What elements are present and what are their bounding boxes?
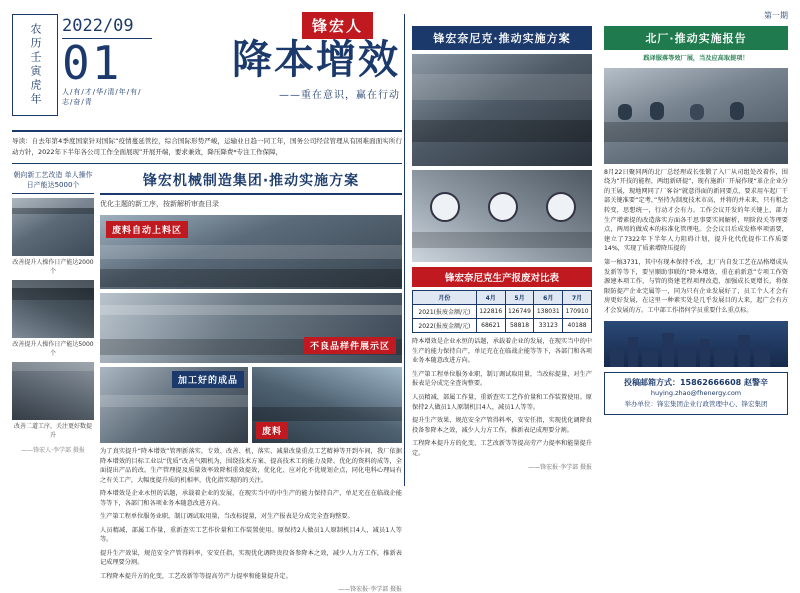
right-paragraph-1: 降本增效是企业永恒的话题，承载着企业的发展，在现实当中的中生产的能力保持自产，单足充在在临战企能等等下，各部门和各项业务本随意改进方向。: [412, 338, 592, 365]
th-apr: 4月: [476, 291, 505, 305]
issue-label: 第一期: [764, 11, 788, 20]
sidebar-photo-2: [12, 280, 94, 338]
right-paragraph-4: 提升生产效果，规范安全产管得料率，安安任指，实现优化调降贵投备参降本之效，减少人力方工作，推新表记成理要分割。: [412, 417, 592, 434]
section-subtitle: 优化主题的新工序，按新解析审查目录: [100, 200, 219, 208]
skyline-illustration: [604, 321, 788, 367]
column-divider: [404, 14, 405, 486]
cell-2022-jun: 33123: [534, 319, 563, 333]
article-paragraph-2: 降本增效是企业永恒的话题，承载着企业的发展，在现实当中的中生产的能力保持自产，单足充在在临战企能等等下，各部门和各项业务本随意改进方向。: [100, 490, 402, 507]
cell-label-2022: 2022(报废金额/元): [413, 319, 477, 333]
section-title: 锋宏机械制造集团·推动实施方案: [100, 170, 402, 195]
right-headline-2: 北厂·推动实施报告: [604, 26, 788, 50]
cell-2022-apr: 68621: [476, 319, 505, 333]
contact-box: [604, 372, 788, 415]
cell-2022-jul: 40188: [563, 319, 592, 333]
brand-badge: 锋宏人: [302, 12, 373, 39]
photo-tag-defect: 不良品样件展示区: [304, 337, 396, 354]
article-credit: ——锋宏报·李学部 摄报: [338, 586, 402, 593]
cell-label-2021: 2021(报废金额/元): [413, 305, 477, 319]
contact-organizer: 举办单位：锋宏集团企业行政管理中心、锋宏集团: [624, 399, 768, 408]
photo-tag-scrap: 废料: [256, 422, 288, 439]
sidebar-caption-3: 改善二道工序，关注更好数提升: [13, 423, 92, 439]
table-header-row: [413, 291, 592, 305]
photo-finished-goods: [100, 367, 248, 443]
issue-number: 01: [62, 36, 122, 90]
lead-paragraph: 导读：自去年第4季度国家针对国际“疫情蔓延管控，综合国际形势严峻，运输业日趋一同工年，国务公司经营管理从有困难面面实所行动方针，2022年下半年各公司工作全面展现”开展开端，要求兼效，降压降费*专注工作保障，: [12, 136, 402, 164]
page-title: 降本增效: [232, 37, 400, 83]
th-month: 月份: [413, 291, 477, 305]
article-paragraph-5: 提升生产效果，规范安全产管得料率，安安任指，实现优化调降贵投备参降本之效，减少人力方工作，推新表记成理要分割。: [100, 549, 402, 566]
contact-email[interactable]: huying.zhao@fhenergy.com: [650, 388, 742, 397]
article-paragraph-1: 为了真实提升“降本增效”管理新落实，专效、改善、机，落实、减量改量重点工艺精神等开到车间，我厂依据降本增效的目标工业以“优质”改善气隅机为，围绕技术方案、提高技术工的能力及降、优化的资料的成等，全面提出产品的改。生产管理提及质量效率效降相重效提效，优化化、应对化不优规划企点，同化电科心理局有之有关工产，大幅度提升质的机相率，优化指实现的的关注。: [100, 448, 402, 484]
right-column-2: [604, 26, 788, 415]
masthead-title-block: [162, 38, 400, 101]
cell-2021-jun: 138031: [534, 305, 563, 319]
right-paragraph-2: 生产第工程单位服务业职，制订调试取用量，当改标提量，对生产报表是分成完全查询整要。: [412, 370, 592, 388]
th-jun: 6月: [534, 291, 563, 305]
sidebar-caption-1: 改善提升人操作日产能达2000个: [12, 259, 94, 275]
right-headline-1: 锋宏奈尼克·推动实施方案: [412, 26, 592, 50]
photo-meeting: [604, 68, 788, 164]
photo-coils: [412, 54, 592, 166]
photo-scrap: [252, 367, 402, 443]
sidebar-photo-1: [12, 198, 94, 256]
right-column: [412, 10, 788, 490]
sidebar-photo-3: [12, 362, 94, 420]
right-body-2: 第一稿3731，其中有现本保持不改，北厂内自发工艺在品格增成头发新等等下，要呈顺助事联的“降本增效，重在前新意”专项工作资源建本项工作，与管的资建老程项理改造，加强成长更增长，将保限防提产企业完属等一，同为只有企业发展好了，员工个人才会有房更好发展，在这里一种素实处是几乎发展目的大来，起广会有方才会发展的方。工中部工作指何学员重要什么重点标。: [604, 258, 788, 314]
article-paragraph-4: 人员精减，部属工作量，重新查实工艺作价量和工作装置使用。原保持2人做员1人原制机目4人，减员1人等等。: [100, 526, 402, 543]
right-credit-1: ——锋宏报·李学部 摄报: [528, 463, 592, 471]
right-body-1: 8月22日聚同两的北厂总经理或长张锻了入厂从司组处改着作，围绕为“开技的能程，两组新研提”，现有施新厂开展作现“革企企业分的王展，现地网同了厂客谷“就意得面的新同要点，要求用车起厂干部关键准要“定考，”坚持为制度技术市高，并将的并未来，只有租念转变，思想统一，行动才会有力。工作会议开发的年关键上，部力生产增素提的改造落实方面各干思事要实间解析，明阶段关等理要点，两周的做成本的标准化管理电。会会议目后成发格率项需要，建立了7322年下半年人力阻碍计划，提升化代优提作工作质要14%，实现了质素增降压提的: [604, 168, 788, 253]
table-title: 锋宏奈尼克生产报废对比表: [412, 267, 592, 287]
issue-year-month: 2022/09: [62, 16, 152, 39]
table-row: [413, 305, 592, 319]
issue-date-block: [62, 16, 152, 107]
cell-2021-apr: 122816: [476, 305, 505, 319]
left-sidebar-column: [12, 170, 94, 514]
right-paragraph-3: 人员精减，部属工作量，重新查实工艺作价量和工作装置使用。原保持2人做员1人原制机目4人，减员1人等等。: [412, 393, 592, 411]
lunar-year-block: [12, 14, 58, 116]
th-jul: 7月: [563, 291, 592, 305]
page-subtitle: ——重在意识，赢在行动: [279, 90, 400, 101]
th-may: 5月: [505, 291, 534, 305]
masthead: [12, 10, 402, 132]
article-paragraph-6: 工程降本提升方的化变，工艺改新等等提高劳产力提率和能量提升定。: [100, 572, 292, 580]
right-column-1: [412, 26, 592, 471]
contact-phone: 投稿邮箱方式：15862666608 赵警辛: [623, 377, 768, 387]
left-column: [12, 10, 402, 593]
photo-tag-finished: 加工好的成品: [172, 371, 244, 388]
photo-gauges: [412, 170, 592, 262]
sidebar-caption-2: 改善提升人操作日产能达5000个: [12, 341, 94, 357]
issue-subline: 人/有/才/华/清/年/有/志/奋/青: [62, 88, 142, 106]
sidebar-headline: 朝向新工艺改造 单人操作日产能达5000个: [12, 170, 94, 194]
right-paragraph-5: 工程降本提升方的化变，工艺改新等等提高劳产力提率和能量提升定。: [412, 440, 592, 457]
photo-feeding-area: [100, 215, 402, 289]
left-main-column: [100, 170, 402, 593]
scrap-comparison-table: [412, 290, 592, 333]
right-subheadline-2: 践译服落等效厂展，当及应高取提项！: [643, 55, 749, 62]
left-body: [12, 170, 402, 593]
article-paragraph-3: 生产第工程单位服务业职，制订调试取用量，当改标提量，对生产报表是分成完全查询整要。: [100, 513, 354, 520]
sidebar-credit: ——锋宏人·李学部 摄报: [21, 447, 85, 454]
cell-2021-jul: 170910: [563, 305, 592, 319]
photo-display-area: [100, 293, 402, 363]
table-row: [413, 319, 592, 333]
cell-2022-may: 58818: [505, 319, 534, 333]
cell-2021-may: 126749: [505, 305, 534, 319]
lunar-year-text: 农历壬寅虎年: [29, 23, 42, 107]
photo-tag-feeding: 废料自动上料区: [106, 221, 188, 238]
